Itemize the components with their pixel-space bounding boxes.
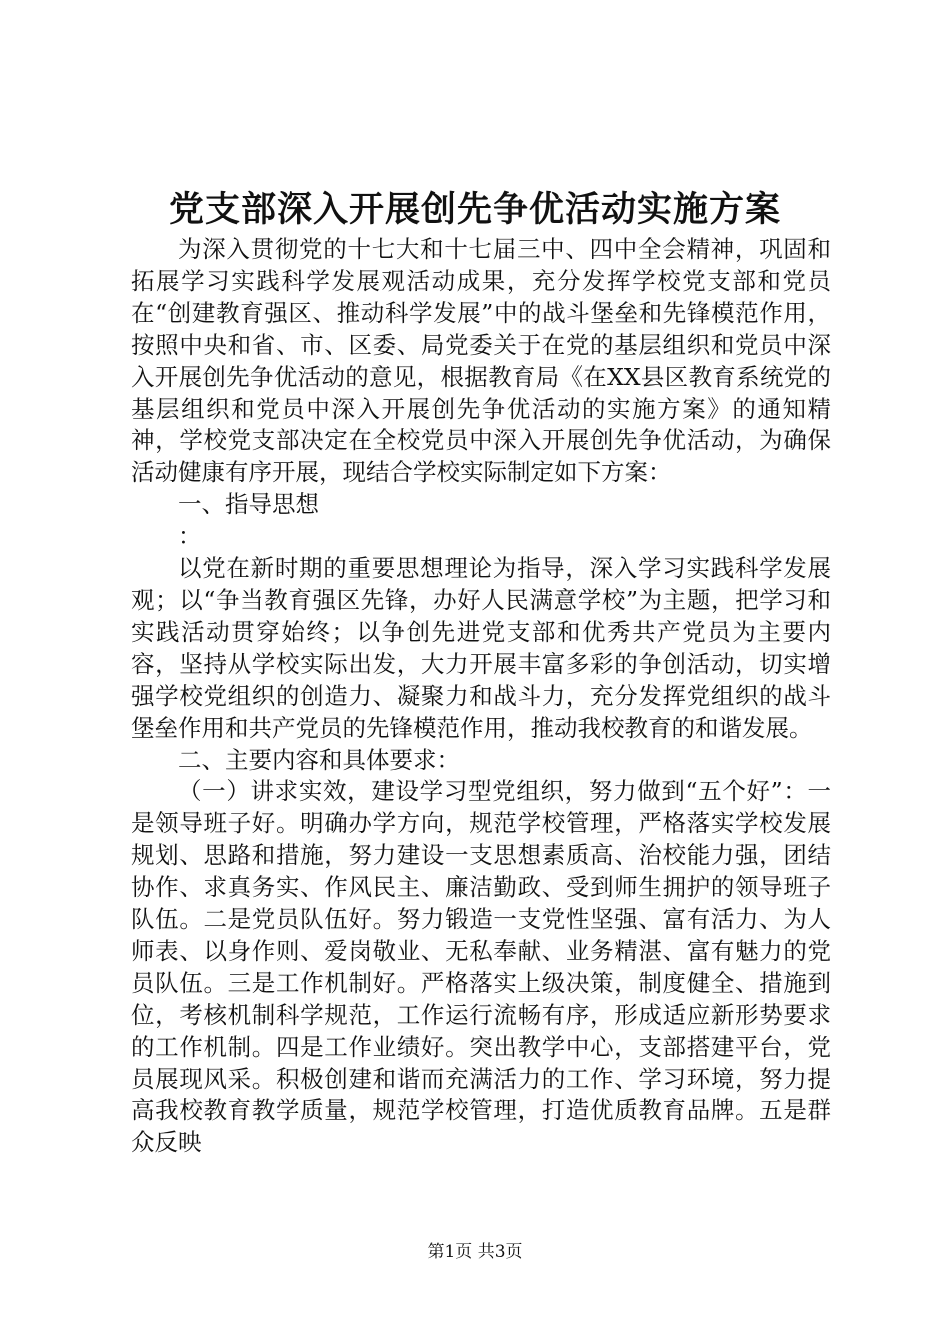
guiding-ideology-paragraph: 以党在新时期的重要思想理论为指导，深入学习实践科学发展观；以“争当教育强区先锋，办好人民满意学校”为主题，把学习和实践活动贯穿始终；以争创先进党支部和优秀共产党员为主要内容，坚持从学校实际出发，大力开展丰富多彩的争创活动，切实增强学校党组织的创造力、凝聚力和战斗力，充分发挥党组织的战斗堡垒作用和共产党员的先锋模范作用，推动我校教育的和谐发展。: [131, 554, 831, 742]
section-heading-guiding-ideology: 一、指导思想: [178, 490, 319, 519]
stray-colon-line: ：: [178, 522, 202, 551]
intro-paragraph: 为深入贯彻党的十七大和十七届三中、四中全会精神，巩固和拓展学习实践科学发展观活动成果，充分发挥学校党支部和党员在“创建教育强区、推动科学发展”中的战斗堡垒和先锋模范作用，按照中央和省、市、区委、局党委关于在党的基层组织和党员中深入开展创先争优活动的意见，根据教育局《在XX县区教育系统党的基层组织和党员中深入开展创先争优活动的实施方案》的通知精神，学校党支部决定在全校党员中深入开展创先争优活动，为确保活动健康有序开展，现结合学校实际制定如下方案：: [131, 235, 831, 487]
section-heading-main-content: 二、主要内容和具体要求：: [178, 745, 460, 774]
five-goods-paragraph: （一）讲求实效，建设学习型党组织，努力做到“五个好”：一是领导班子好。明确办学方向，规范学校管理，严格落实学校发展规划、思路和措施，努力建设一支思想素质高、治校能力强，团结协作、求真务实、作风民主、廉洁勤政、受到师生拥护的领导班子队伍。二是党员队伍好。努力锻造一支党性坚强、富有活力、为人师表、以身作则、爱岗敬业、无私奉献、业务精湛、富有魅力的党员队伍。三是工作机制好。严格落实上级决策，制度健全、措施到位，考核机制科学规范，工作运行流畅有序，形成适应新形势要求的工作机制。四是工作业绩好。突出教学中心，支部搭建平台，党员展现风采。积极创建和谐而充满活力的工作、学习环境，努力提高我校教育教学质量，规范学校管理，打造优质教育品牌。五是群众反映: [131, 777, 831, 1157]
document-body: [131, 234, 831, 1159]
page-number-footer: 第1页 共3页: [427, 1242, 523, 1262]
document-title: 党支部深入开展创先争优活动实施方案: [168, 189, 781, 230]
